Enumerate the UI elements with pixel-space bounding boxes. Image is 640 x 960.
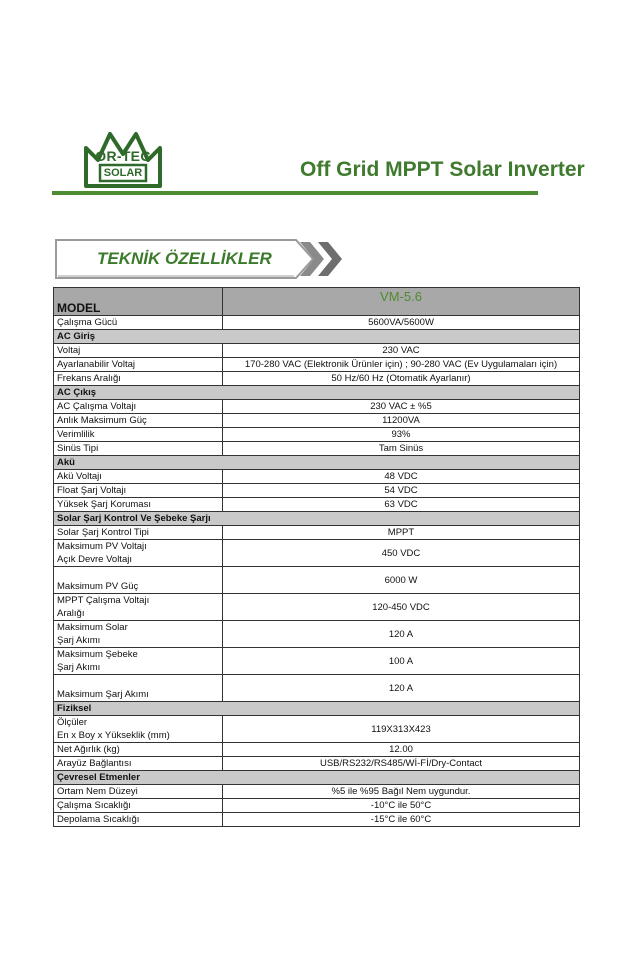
- spec-label: Yüksek Şarj Koruması: [54, 498, 223, 512]
- spec-label: AC Çalışma Voltajı: [54, 400, 223, 414]
- spec-label-line2: Şarj Akımı: [57, 635, 101, 646]
- spec-value: 120 A: [223, 675, 580, 702]
- spec-label-line2: Aralığı: [57, 608, 85, 619]
- table-row: [54, 743, 580, 757]
- spec-value: 48 VDC: [223, 470, 580, 484]
- spec-label: Ayarlanabilir Voltaj: [54, 358, 223, 372]
- spec-label-line2: Şarj Akımı: [57, 662, 101, 673]
- spec-label: Çalışma Gücü: [54, 316, 223, 330]
- spec-value: %5 ile %95 Bağıl Nem uygundur.: [223, 785, 580, 799]
- spec-label: Anlık Maksimum Güç: [54, 414, 223, 428]
- logo-sub: SOLAR: [103, 167, 143, 179]
- spec-value: 54 VDC: [223, 484, 580, 498]
- spec-label-line2: Maksimum PV Güç: [57, 581, 139, 592]
- spec-label: Verimlilik: [54, 428, 223, 442]
- spec-value: 6000 W: [223, 567, 580, 594]
- spec-label: Akü Voltajı: [54, 470, 223, 484]
- section-row: [54, 386, 580, 400]
- table-row: [54, 799, 580, 813]
- section-label: AC Giriş: [54, 330, 580, 344]
- spec-label-line2: Açık Devre Voltajı: [57, 554, 132, 565]
- spec-value: 11200VA: [223, 414, 580, 428]
- spec-value: -10°C ile 50°C: [223, 799, 580, 813]
- table-row: [54, 567, 580, 594]
- spec-label: Net Ağırlık (kg): [54, 743, 223, 757]
- section-label: Akü: [54, 456, 580, 470]
- spec-label-line1: MPPT Çalışma Voltajı: [57, 595, 150, 606]
- table-row: [54, 414, 580, 428]
- section-label: Solar Şarj Kontrol Ve Şebeke Şarjı: [54, 512, 580, 526]
- spec-label-line1: Maksimum Şebeke: [57, 649, 138, 660]
- table-row: [54, 470, 580, 484]
- table-row: [54, 785, 580, 799]
- spec-value: 12.00: [223, 743, 580, 757]
- spec-value: -15°C ile 60°C: [223, 813, 580, 827]
- spec-label-line1: Ölçüler: [57, 717, 88, 728]
- spec-label: [54, 675, 223, 702]
- spec-value: 100 A: [223, 648, 580, 675]
- table-row: [54, 498, 580, 512]
- spec-label: Sinüs Tipi: [54, 442, 223, 456]
- spec-label: [54, 540, 223, 567]
- model-label: MODEL: [54, 288, 223, 316]
- table-row: [54, 442, 580, 456]
- table-row: [54, 526, 580, 540]
- section-row: [54, 702, 580, 716]
- header-divider: [52, 191, 538, 195]
- table-row: [54, 372, 580, 386]
- table-row: [54, 757, 580, 771]
- banner-title: TEKNİK ÖZELLİKLER: [97, 249, 272, 268]
- section-label: Fiziksel: [54, 702, 580, 716]
- spec-label: Frekans Aralığı: [54, 372, 223, 386]
- logo-name: OR-TEC: [95, 148, 151, 164]
- table-row: [54, 675, 580, 702]
- table-row: [54, 316, 580, 330]
- spec-label: Voltaj: [54, 344, 223, 358]
- section-label: Çevresel Etmenler: [54, 771, 580, 785]
- spec-label: [54, 621, 223, 648]
- table-row: [54, 716, 580, 743]
- spec-label-line1: Maksimum Solar: [57, 622, 128, 633]
- section-label: AC Çıkış: [54, 386, 580, 400]
- ortec-logo: [80, 124, 166, 192]
- spec-value: 50 Hz/60 Hz (Otomatik Ayarlanır): [223, 372, 580, 386]
- table-row: [54, 648, 580, 675]
- spec-value: 230 VAC: [223, 344, 580, 358]
- spec-label-line2: Maksimum Şarj Akımı: [57, 689, 149, 700]
- spec-value: MPPT: [223, 526, 580, 540]
- spec-value: 120-450 VDC: [223, 594, 580, 621]
- spec-label: Ortam Nem Düzeyi: [54, 785, 223, 799]
- spec-label: [54, 594, 223, 621]
- section-row: [54, 456, 580, 470]
- spec-value: 93%: [223, 428, 580, 442]
- spec-value: 119X313X423: [223, 716, 580, 743]
- spec-value: 5600VA/5600W: [223, 316, 580, 330]
- product-title: Off Grid MPPT Solar Inverter: [300, 158, 585, 181]
- section-row: [54, 330, 580, 344]
- chevrons-icon: [298, 240, 346, 278]
- spec-label-line1: Maksimum PV Voltajı: [57, 541, 147, 552]
- section-row: [54, 512, 580, 526]
- spec-label: [54, 648, 223, 675]
- table-row: [54, 594, 580, 621]
- spec-table: [53, 287, 580, 827]
- spec-value: 63 VDC: [223, 498, 580, 512]
- table-row: [54, 813, 580, 827]
- section-row: [54, 771, 580, 785]
- table-row: [54, 428, 580, 442]
- spec-label: [54, 716, 223, 743]
- spec-value: 170-280 VAC (Elektronik Ürünler için) ; 90-280 VAC (Ev Uygulamaları için): [223, 358, 580, 372]
- table-row: [54, 344, 580, 358]
- table-row: [54, 400, 580, 414]
- spec-label-line2: En x Boy x Yükseklik (mm): [57, 730, 170, 741]
- spec-label: Çalışma Sıcaklığı: [54, 799, 223, 813]
- model-row: [54, 288, 580, 316]
- spec-value: Tam Sinüs: [223, 442, 580, 456]
- spec-label: Depolama Sıcaklığı: [54, 813, 223, 827]
- table-row: [54, 540, 580, 567]
- model-value: VM-5.6: [223, 288, 580, 316]
- spec-value: USB/RS232/RS485/Wİ-Fİ/Dry-Contact: [223, 757, 580, 771]
- spec-label: [54, 567, 223, 594]
- table-row: [54, 621, 580, 648]
- spec-value: 450 VDC: [223, 540, 580, 567]
- table-row: [54, 358, 580, 372]
- spec-label: Solar Şarj Kontrol Tipi: [54, 526, 223, 540]
- table-row: [54, 484, 580, 498]
- spec-label: Float Şarj Voltajı: [54, 484, 223, 498]
- spec-label: Arayüz Bağlantısı: [54, 757, 223, 771]
- spec-value: 230 VAC ± %5: [223, 400, 580, 414]
- spec-value: 120 A: [223, 621, 580, 648]
